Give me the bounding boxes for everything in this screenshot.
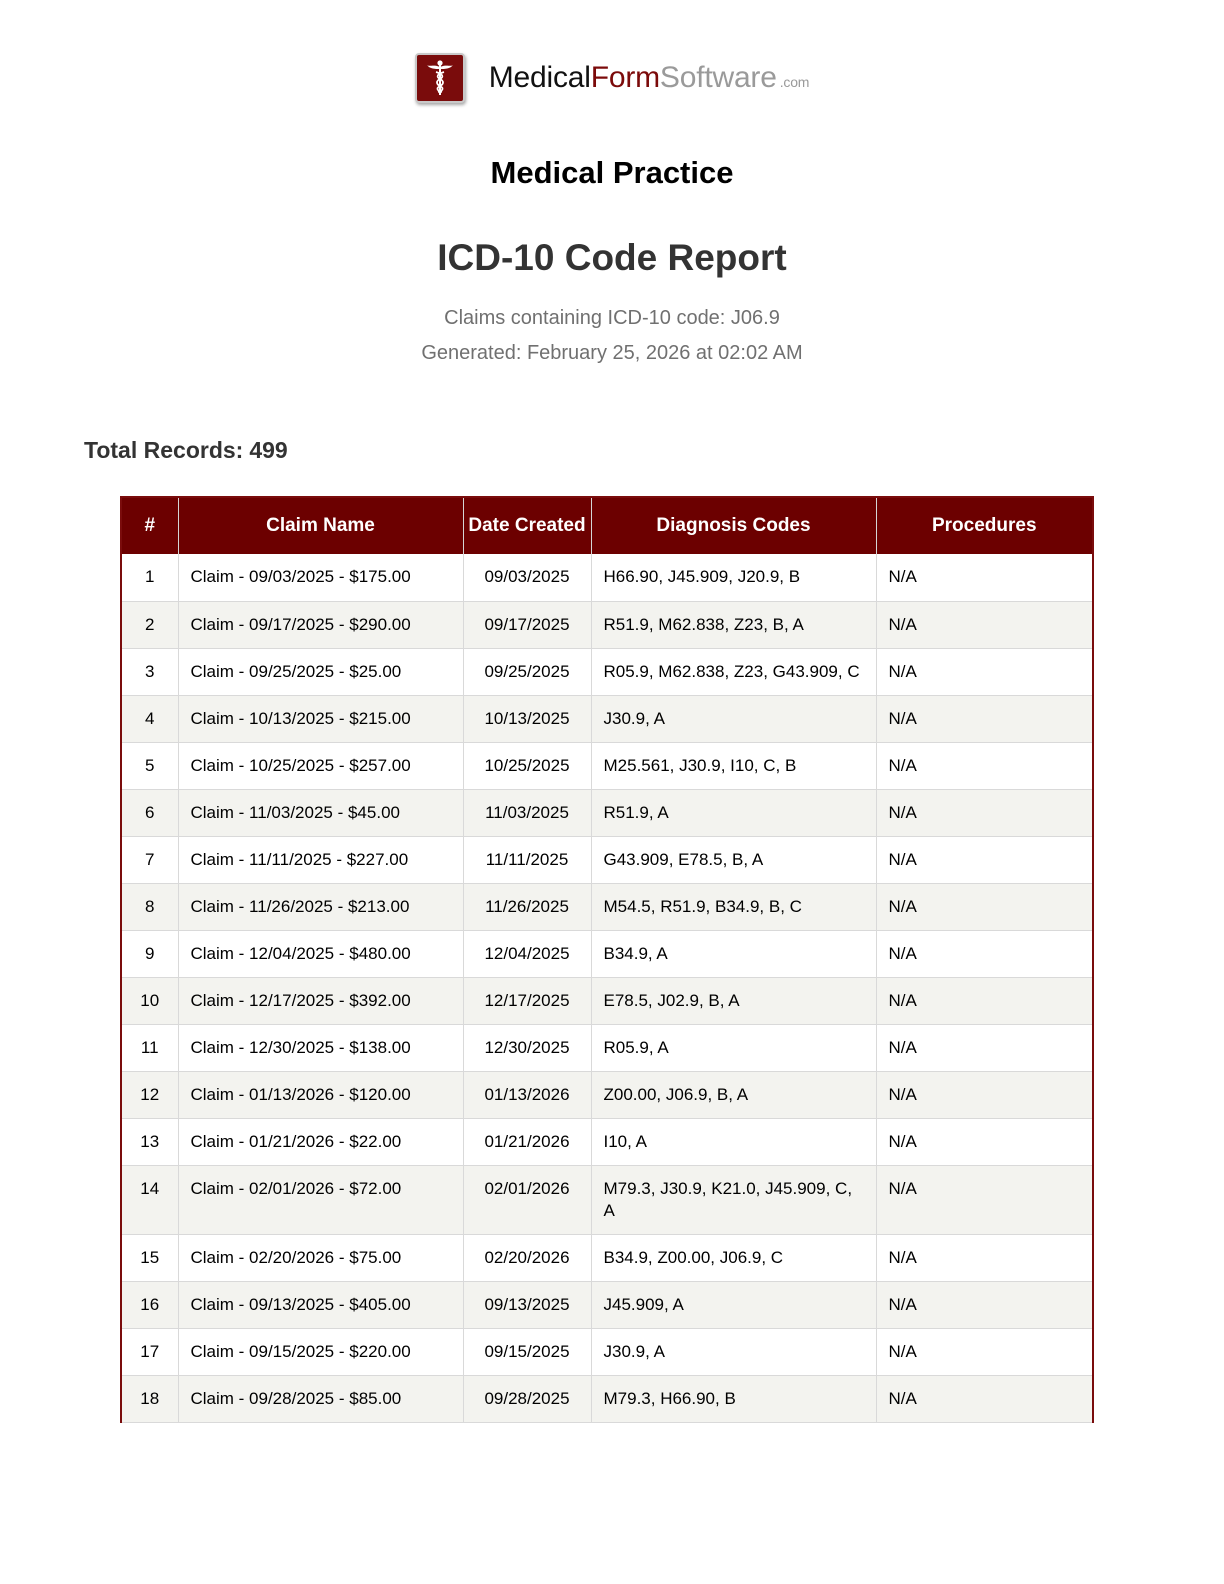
cell-procedures: N/A	[876, 1328, 1093, 1375]
report-generated: Generated: February 25, 2026 at 02:02 AM	[421, 342, 803, 364]
cell-procedures: N/A	[876, 554, 1093, 601]
brand-wordmark	[489, 61, 810, 95]
cell-procedures: N/A	[876, 789, 1093, 836]
cell-procedures: N/A	[876, 977, 1093, 1024]
cell-procedures: N/A	[876, 1281, 1093, 1328]
table-body	[121, 554, 1093, 1422]
cell-claim-name: Claim - 12/17/2025 - $392.00	[178, 977, 463, 1024]
cell-date-created: 09/17/2025	[463, 601, 591, 648]
cell-number: 4	[121, 695, 178, 742]
cell-date-created: 10/13/2025	[463, 695, 591, 742]
cell-claim-name: Claim - 12/30/2025 - $138.00	[178, 1024, 463, 1071]
cell-number: 2	[121, 601, 178, 648]
report-criteria: Claims containing ICD-10 code: J06.9	[444, 307, 780, 329]
cell-date-created: 01/13/2026	[463, 1071, 591, 1118]
cell-procedures: N/A	[876, 883, 1093, 930]
cell-claim-name: Claim - 09/03/2025 - $175.00	[178, 554, 463, 601]
cell-claim-name: Claim - 09/28/2025 - $85.00	[178, 1375, 463, 1422]
table-row	[121, 1375, 1093, 1422]
cell-number: 1	[121, 554, 178, 601]
cell-number: 9	[121, 930, 178, 977]
table-row	[121, 1071, 1093, 1118]
cell-number: 11	[121, 1024, 178, 1071]
cell-date-created: 12/30/2025	[463, 1024, 591, 1071]
cell-number: 18	[121, 1375, 178, 1422]
brand-medical: Medical	[488, 61, 591, 94]
table-row	[121, 601, 1093, 648]
cell-date-created: 01/21/2026	[463, 1118, 591, 1165]
table-row	[121, 1281, 1093, 1328]
cell-claim-name: Claim - 11/26/2025 - $213.00	[178, 883, 463, 930]
cell-date-created: 11/26/2025	[463, 883, 591, 930]
cell-procedures: N/A	[876, 742, 1093, 789]
cell-date-created: 02/01/2026	[463, 1165, 591, 1234]
table-header-row	[121, 497, 1093, 554]
table-row	[121, 883, 1093, 930]
cell-claim-name: Claim - 09/13/2025 - $405.00	[178, 1281, 463, 1328]
cell-claim-name: Claim - 11/11/2025 - $227.00	[178, 836, 463, 883]
cell-procedures: N/A	[876, 1024, 1093, 1071]
cell-claim-name: Claim - 10/13/2025 - $215.00	[178, 695, 463, 742]
cell-diagnosis-codes: R05.9, A	[591, 1024, 876, 1071]
cell-diagnosis-codes: Z00.00, J06.9, B, A	[591, 1071, 876, 1118]
cell-date-created: 09/25/2025	[463, 648, 591, 695]
cell-procedures: N/A	[876, 695, 1093, 742]
table-row	[121, 1234, 1093, 1281]
cell-claim-name: Claim - 12/04/2025 - $480.00	[178, 930, 463, 977]
brand-header	[0, 50, 1224, 106]
cell-number: 14	[121, 1165, 178, 1234]
cell-date-created: 12/17/2025	[463, 977, 591, 1024]
brand-form: Form	[590, 61, 660, 94]
cell-diagnosis-codes: H66.90, J45.909, J20.9, B	[591, 554, 876, 601]
cell-date-created: 12/04/2025	[463, 930, 591, 977]
cell-procedures: N/A	[876, 1071, 1093, 1118]
cell-diagnosis-codes: G43.909, E78.5, B, A	[591, 836, 876, 883]
table-row	[121, 1024, 1093, 1071]
cell-diagnosis-codes: M79.3, H66.90, B	[591, 1375, 876, 1422]
total-records	[84, 437, 288, 464]
cell-number: 8	[121, 883, 178, 930]
cell-claim-name: Claim - 09/25/2025 - $25.00	[178, 648, 463, 695]
cell-diagnosis-codes: M54.5, R51.9, B34.9, B, C	[591, 883, 876, 930]
cell-claim-name: Claim - 09/17/2025 - $290.00	[178, 601, 463, 648]
cell-diagnosis-codes: R51.9, A	[591, 789, 876, 836]
table-row	[121, 695, 1093, 742]
cell-diagnosis-codes: R05.9, M62.838, Z23, G43.909, C	[591, 648, 876, 695]
table-row	[121, 648, 1093, 695]
cell-claim-name: Claim - 11/03/2025 - $45.00	[178, 789, 463, 836]
cell-date-created: 09/28/2025	[463, 1375, 591, 1422]
cell-number: 17	[121, 1328, 178, 1375]
cell-procedures: N/A	[876, 601, 1093, 648]
cell-date-created: 02/20/2026	[463, 1234, 591, 1281]
column-header-procedures: Procedures	[876, 497, 1093, 554]
cell-date-created: 11/03/2025	[463, 789, 591, 836]
cell-claim-name: Claim - 10/25/2025 - $257.00	[178, 742, 463, 789]
cell-procedures: N/A	[876, 1118, 1093, 1165]
cell-diagnosis-codes: J45.909, A	[591, 1281, 876, 1328]
cell-number: 12	[121, 1071, 178, 1118]
claims-table	[120, 496, 1094, 1423]
cell-diagnosis-codes: B34.9, A	[591, 930, 876, 977]
cell-diagnosis-codes: M25.561, J30.9, I10, C, B	[591, 742, 876, 789]
cell-date-created: 11/11/2025	[463, 836, 591, 883]
cell-number: 15	[121, 1234, 178, 1281]
column-header-claim-name: Claim Name	[178, 497, 463, 554]
cell-claim-name: Claim - 01/13/2026 - $120.00	[178, 1071, 463, 1118]
table-row	[121, 836, 1093, 883]
logo	[415, 53, 465, 103]
cell-diagnosis-codes: J30.9, A	[591, 695, 876, 742]
cell-procedures: N/A	[876, 1165, 1093, 1234]
cell-date-created: 10/25/2025	[463, 742, 591, 789]
cell-diagnosis-codes: I10, A	[591, 1118, 876, 1165]
cell-number: 3	[121, 648, 178, 695]
table-row	[121, 977, 1093, 1024]
cell-diagnosis-codes: R51.9, M62.838, Z23, B, A	[591, 601, 876, 648]
cell-diagnosis-codes: E78.5, J02.9, B, A	[591, 977, 876, 1024]
cell-diagnosis-codes: B34.9, Z00.00, J06.9, C	[591, 1234, 876, 1281]
cell-number: 6	[121, 789, 178, 836]
cell-number: 5	[121, 742, 178, 789]
cell-diagnosis-codes: M79.3, J30.9, K21.0, J45.909, C, A	[591, 1165, 876, 1234]
table-row	[121, 554, 1093, 601]
cell-number: 16	[121, 1281, 178, 1328]
table-row	[121, 1165, 1093, 1234]
caduceus-icon	[425, 59, 455, 97]
table-row	[121, 742, 1093, 789]
cell-procedures: N/A	[876, 836, 1093, 883]
cell-procedures: N/A	[876, 930, 1093, 977]
cell-procedures: N/A	[876, 1234, 1093, 1281]
report-title: ICD-10 Code Report	[437, 237, 787, 278]
table-row	[121, 1328, 1093, 1375]
column-header-diagnosis-codes: Diagnosis Codes	[591, 497, 876, 554]
table-row	[121, 789, 1093, 836]
cell-diagnosis-codes: J30.9, A	[591, 1328, 876, 1375]
total-records-label: Total Records:	[84, 437, 244, 463]
table-row	[121, 930, 1093, 977]
column-header-number: #	[121, 497, 178, 554]
column-header-date-created: Date Created	[463, 497, 591, 554]
practice-name: Medical Practice	[490, 155, 734, 190]
cell-number: 10	[121, 977, 178, 1024]
brand-software: Software	[659, 61, 777, 94]
cell-number: 7	[121, 836, 178, 883]
cell-number: 13	[121, 1118, 178, 1165]
claims-table-container	[120, 496, 1092, 1423]
cell-claim-name: Claim - 01/21/2026 - $22.00	[178, 1118, 463, 1165]
cell-procedures: N/A	[876, 648, 1093, 695]
table-row	[121, 1118, 1093, 1165]
cell-claim-name: Claim - 09/15/2025 - $220.00	[178, 1328, 463, 1375]
cell-date-created: 09/13/2025	[463, 1281, 591, 1328]
brand-com: .com	[779, 74, 810, 90]
cell-date-created: 09/03/2025	[463, 554, 591, 601]
cell-date-created: 09/15/2025	[463, 1328, 591, 1375]
total-records-value: 499	[249, 437, 288, 463]
cell-claim-name: Claim - 02/20/2026 - $75.00	[178, 1234, 463, 1281]
cell-claim-name: Claim - 02/01/2026 - $72.00	[178, 1165, 463, 1234]
cell-procedures: N/A	[876, 1375, 1093, 1422]
